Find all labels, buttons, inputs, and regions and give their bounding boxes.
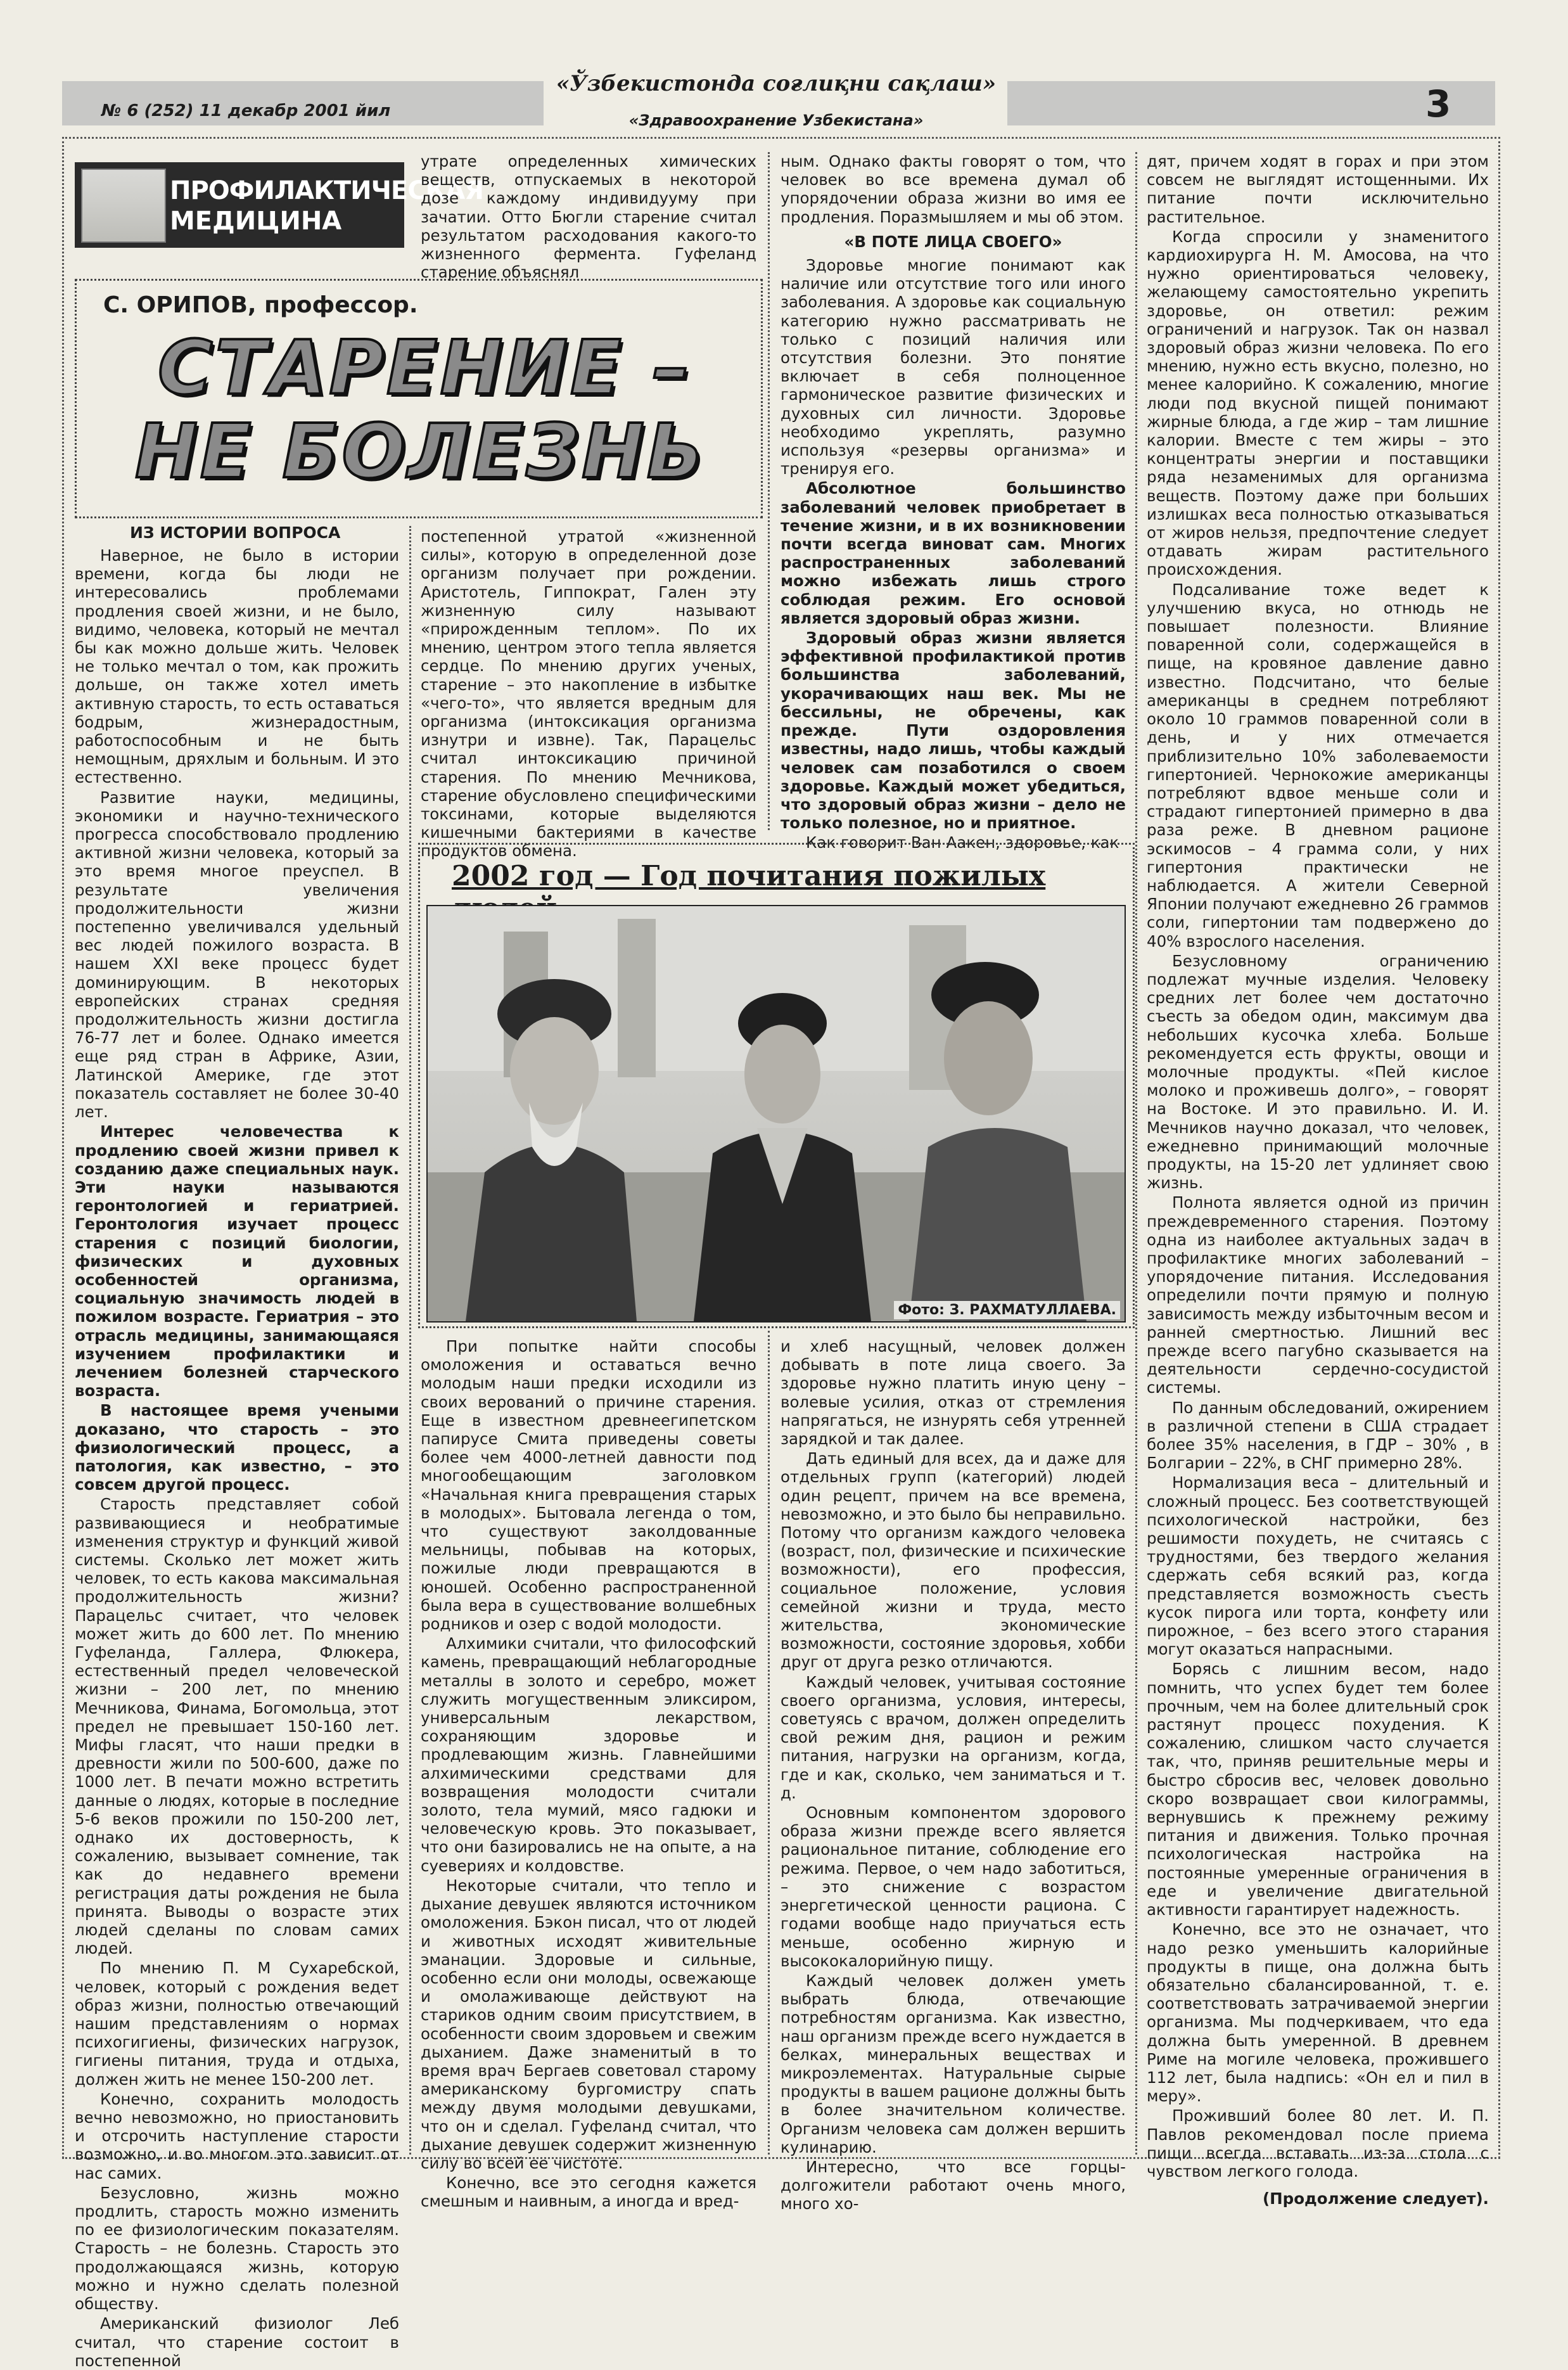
paragraph: По данным обследований, ожирением в различной степени в США страдает более 35% населения, в ГДР – 30% , в Болгарии – 22%, в СНГ примерно 28%. [1147, 1398, 1489, 1473]
section-heading: ИЗ ИСТОРИИ ВОПРОСА [130, 523, 341, 542]
title-line2: НЕ БОЛЕЗНЬ [135, 407, 706, 495]
frame-left [62, 137, 64, 2158]
elders-photo-image [428, 906, 1125, 1321]
newspaper-title: «Ўзбекистонда соғлиқни сақлаш» [556, 71, 997, 96]
rubric-line2: МЕДИЦИНА [170, 207, 342, 236]
col-sep-3 [1135, 152, 1137, 2155]
paragraph: Безусловно, жизнь можно продлить, старость можно изменить по ее физиологическим показателям. Старость – не болезнь. Старость это продолжающаяся жизнь, которую можно и нужно сделать полезной обществу. [75, 2183, 399, 2314]
title-block [75, 279, 763, 518]
col-sep-1 [409, 526, 411, 2155]
elders-photo [426, 905, 1126, 1323]
rubric-box [75, 162, 484, 248]
paragraph: Конечно, все это не означает, что надо резко уменьшить калорийные продукты в пище, она должна быть обязательно сбалансированной, т. е. соответствовать затрачиваемой энергии организма. Мы подчеркиваем, что еда должна быть умеренной. В древнем Риме на могиле человека, прожившего 112 лет, была надпись: «Он ел и пил в меру». [1147, 1920, 1489, 2106]
paragraph: Когда спросили у знаменитого кардиохирурга Н. М. Амосова, на что нужно ориентироваться человеку, желающему самостоятельно укрепить здоровье, он ответил: режим ограничений и нагрузок. Так он назвал здоровый образ жизни человека. По его мнению, нужно есть вкусно, полезно, но менее калорийно. К сожалению, многие люди под вкусной пищей понимают жирные блюда, а где жир – там лишние калории. Вместе с тем жиры – это концентраты энергии и поставщики ряда незаменимых для организма веществ. Поэтому даже при больших излишках веса полностью отказываться от жиров нельзя, предпочтение следует отдавать жирам растительного происхождения. [1147, 227, 1489, 579]
paragraph: Американский физиолог Леб считал, что старение состоит в постепенной [75, 2314, 399, 2370]
page-number: 3 [1425, 82, 1451, 125]
frame-top [62, 137, 1500, 139]
paragraph: Интересно, что все горцы-долгожители работают очень много, много хо- [781, 2157, 1126, 2213]
newspaper-subtitle: «Здравоохранение Узбекистана» [628, 112, 924, 129]
paragraph: Дать единый для всех, да и даже для отдельных групп (категорий) людей один рецепт, причем на все времена, невозможно, и это было бы неправильно. Потому что организм каждого человека (возраст, пол, физические и психические возможности), его профессия, социальное положение, условия семейной жизни и труда, место жительства, экономические возможности, состояние здоровья, хобби друг от друга резко отличаются. [781, 1449, 1126, 1672]
paragraph: В настоящее время учеными доказано, что старость – это физиологический процесс, а патология, как известно, – это совсем другой процесс. [75, 1401, 399, 1494]
issue-info: № 6 (252) 11 декабр 2001 йил [101, 101, 391, 120]
paragraph: Нормализация веса – длительный и сложный процесс. Без соответствующей психологической настройки, без решимости похудеть, не считаясь с трудностями, без твердого желания сдержать себя всякий раз, когда представляется возможность съесть кусок пирога или торта, конфету или пирожное, – без всего этого старания могут оказаться напрасными. [1147, 1473, 1489, 1659]
paragraph: Проживший более 80 лет. И. П. Павлов рекомендовал после приема пищи всегда вставать из-за стола с чувством легкого голода. [1147, 2106, 1489, 2181]
article-author: С. ОРИПОВ, профессор. [103, 292, 418, 318]
title-line1: СТАРЕНИЕ – [158, 324, 692, 411]
photo-credit: Фото: З. РАХМАТУЛЛАЕВА. [894, 1301, 1120, 1319]
paragraph: Здоровый образ жизни является эффективной профилактикой против большинства заболеваний, укорачивающих наш век. Мы не бессильны, не обречены, как прежде. Пути оздоровления известны, надо лишь, чтобы каждый человек сам позаботился о своем здоровье. Каждый может убедиться, что здоровый образ жизни – дело не только полезное, но и приятное. [781, 629, 1126, 833]
paragraph: постепенной утратой «жизненной силы», которую в определенной дозе организм получает при рождении. Аристотель, Гиппократ, Гален эту жизненную силу называют «прирожденным теплом». По их мнению, центром этого тепла является сердце. По мнению других ученых, старение – это накопление в избытке «чего-то», что является вредным для организма (интоксикация организма изнутри и извне). Так, Парацельс считал интоксикацию причиной старения. По мнению Мечникова, старение обусловлено специфическими токсинами, которые выделяются кишечными бактериями в качестве продуктов обмена. [421, 527, 756, 861]
paragraph: Как говорит Ван Аакен, здоровье, как [806, 833, 1119, 852]
paragraph: Развитие науки, медицины, экономики и научно-технического прогресса способствовало продлению активной жизни человека, который за это время многое преуспел. В результате увеличения продолжительности жизни постепенно увеличивался удельный вес людей пожилого возраста. В нашем XXI веке процесс будет доминирующим. В некоторых европейских странах средняя продолжительность жизни достигла 76-77 лет и более. Однако имеется еще ряд стран в Африке, Азии, Латинской Америке, где этот показатель составляет не более 30-40 лет. [75, 788, 399, 1122]
paragraph: Каждый человек должен уметь выбрать блюда, отвечающие потребностям организма. Как известно, наш организм прежде всего нуждается в белках, минеральных веществах и микроэлементах. Натуральные сырые продукты в вашем рационе должны быть в более значительном количестве. Организм человека сам должен вершить кулинарию. [781, 1971, 1126, 2156]
paragraph: Наверное, не было в истории времени, когда бы люди не интересовались проблемами продления своей жизни, и не было, видимо, человека, который не мечтал бы как можно дольше жить. Человек не только мечтал о том, как прожить дольше, он также хотел иметь активную старость, то есть оставаться бодрым, жизнерадостным, работоспособным и не быть немощным, дряхлым и больным. И это естественно. [75, 546, 399, 787]
paragraph: и хлеб насущный, человек должен добывать в поте лица своего. За здоровье нужно платить иную цену – волевые усилия, отказ от стремления напрягаться, не изнурять себя утренней зарядкой и так далее. [781, 1337, 1126, 1449]
paragraph: Подсаливание тоже ведет к улучшению вкуса, но отнюдь не повышает полезности. Влияние поваренной соли, содержащейся в пище, на кровяное давление давно известно. Подсчитано, что белые американцы в среднем потребляют около 10 граммов поваренной соли в день, и у них отмечается приблизительно 10% заболеваемости гипертонией. Чернокожие американцы потребляют вдвое меньше соли и страдают гипертонией примерно в два раза реже. В дневном рационе эскимосов – 4 грамма соли, у них гипертония практически не наблюдается. А жители Северной Японии получают ежедневно 26 граммов соли, гипертонии там подвержено до 40% взрослого населения. [1147, 580, 1489, 951]
rubric-line1: ПРОФИЛАКТИЧЕСКАЯ [170, 176, 484, 205]
subheading: «В ПОТЕ ЛИЦА СВОЕГО» [844, 232, 1062, 251]
column-1 [75, 546, 399, 2370]
paragraph: Полнота является одной из причин преждевременного старения. Поэтому одна из наиболее актуальных задач в профилактике многих заболеваний – упорядочение питания. Исследования определили почти прямую и полную зависимость между избыточным весом и ранней смертностью. Лишний вес прежде всего пагубно сказывается на деятельности сердечно-сосудистой системы. [1147, 1193, 1489, 1397]
paragraph: Борясь с лишним весом, надо помнить, что успех будет тем более прочным, чем на более длительный срок растянут процесс похудения. К сожалению, слишком часто случается так, что, приняв решительные меры и быстро сбросив вес, человек довольно скоро возвращает свои килограммы, вернувшись к прежнему режиму питания и движения. Только прочная психологическая настройка на постоянные умеренные ограничения в еде и увеличение двигательной активности гарантирует надежность. [1147, 1660, 1489, 1919]
column-2-upper [421, 527, 756, 861]
paragraph: Абсолютное большинство заболеваний человек приобретает в течение жизни, и в их возникновении почти всегда виноват сам. Многих распространенных заболеваний можно избежать лишь строго соблюдая режим. Его основой является здоровый образ жизни. [781, 479, 1126, 627]
continued-note: (Продолжение следует). [1262, 2189, 1489, 2208]
paragraph: При попытке найти способы омоложения и оставаться вечно молодым наши предки исходили из своих верований о причине старения. Еще в известном древнеегипетском папирусе Смита приведены советы более чем 4000-летней давности под многообещающим заголовком «Начальная книга превращения старых в молодых». Бытовала легенда о том, что существуют заколдованные мельницы, побывав на которых, пожилые люди превращаются в юношей. Особенно распространенной была вера в существование волшебных родников и озер с водой молодости. [421, 1337, 756, 1634]
paragraph: Алхимики считали, что философский камень, превращающий неблагородные металлы в золото и серебро, может служить могущественным эликсиром, универсальным лекарством, сохраняющим здоровье и продлевающим жизнь. Главнейшими алхимическими средствами для возвращения молодости считали золото, тела мумий, мясо гадюки и человеческую кровь. Это показывает, что они базировались не на опыте, а на суевериях и колдовстве. [421, 1634, 756, 1875]
paragraph: Основным компонентом здорового образа жизни прежде всего является рациональное питание, соблюдение его режима. Первое, о чем надо заботиться, – это снижение с возрастом энергетической ценности рациона. С годами вообще надо приучаться есть меньше, особенно жирную и высококалорийную пищу. [781, 1803, 1126, 1970]
column-3-upper [781, 152, 1126, 852]
paragraph: Конечно, сохранить молодость вечно невозможно, но приостановить и отсрочить наступление старости возможно, и во многом это зависит от нас самих. [75, 2089, 399, 2182]
col-sep-2a [768, 152, 770, 830]
paragraph: Безусловному ограничению подлежат мучные изделия. Человеку средних лет более чем достаточно съесть за обедом один, максимум два небольших кусочка хлеба. Больше рекомендуется есть фрукты, овощи и молочные продукты. «Пей кислое молоко и проживешь долго», – говорят на Востоке. И это правильно. И. И. Мечников научно доказал, что человек, ежедневно принимающий молочные продукты, на 15-20 лет удлиняет свою жизнь. [1147, 951, 1489, 1193]
column-3-lower [781, 1337, 1126, 2213]
paragraph: Здоровье многие понимают как наличие или отсутствие того или иного заболевания. А здоровье как социальную категорию нужно рассматривать не только с позиций наличия или отсутствия болезни. Это понятие включает в себя полноценное гармоническое развитие физических и духовных сил личности. Здоровье необходимо укреплять, разумно используя «резервы организма» и тренируя его. [781, 256, 1126, 478]
paragraph: Конечно, все это сегодня кажется смешным и наивным, а иногда и вред- [421, 2174, 756, 2211]
header-bar-right [1007, 81, 1495, 125]
column-2-lower [421, 1337, 756, 2211]
rubric-photo [81, 169, 166, 243]
paragraph: дят, причем ходят в горах и при этом совсем не выглядят истощенными. Их питание почти исключительно растительное. [1147, 152, 1489, 226]
paragraph: Некоторые считали, что тепло и дыхание девушек являются источником омоложения. Бэкон писал, что от людей и животных исходят живительные эманации. Здоровые и сильные, особенно если они молоды, освежающе и омолаживающе действуют на стариков одним своим присутствием, в особенности своим здоровьем и свежим дыханием. Даже знаменитый в то время врач Бергаев советовал старому американскому бургомистру спать между двумя молодыми девушками, что он и сделал. Гуфеланд считал, что дыхание девушек содержит жизненную силу во всей ее чистоте. [421, 1876, 756, 2172]
frame-right [1498, 137, 1500, 2158]
column-4 [1147, 152, 1489, 2208]
paragraph: утрате определенных химических веществ, отпускаемых в некоторой дозе каждому индивидууму при зачатии. Отто Бюгли старение считал результатом расходования какого-то жизненного фермента. Гуфеланд старение объяснял [421, 152, 756, 282]
paragraph: Каждый человек, учитывая состояние своего организма, условия, интересы, советуясь с врачом, должен определить свой режим дня, рацион и режим питания, нагрузки на организм, когда, где и как, сколько, чем заниматься и т. д. [781, 1672, 1126, 1802]
col-sep-2b [768, 1331, 770, 2155]
col2-top [421, 152, 756, 282]
paragraph: Интерес человечества к продлению своей жизни привел к созданию даже специальных наук. Эти науки называются геронтологией и гериатрией. Геронтология изучает процесс старения с позиций биологии, физических и духовных особенностей организма, социальную значимость людей в пожилом возрасте. Гериатрия – это отрасль медицины, занимающаяся изучением профилактики и лечением болезней старческого возраста. [75, 1122, 399, 1400]
paragraph: По мнению П. М Сухаребской, человек, который с рождения ведет образ жизни, полностью отвечающий нашим представлениям о нормах психогигиены, физических нагрузок, гигиены питания, труда и отдыха, должен жить не менее 150-200 лет. [75, 1959, 399, 2089]
paragraph: ным. Однако факты говорят о том, что человек во все времена думал об упорядочении образа жизни во имя ее продления. Поразмышляем и мы об этом. [781, 152, 1126, 226]
photo-banner [418, 843, 1135, 1328]
banner-title: 2002 год — Год почитания пожилых [452, 860, 1046, 892]
paragraph: Старость представляет собой развивающиеся и необратимые изменения структур и функций живой системы. Сколько лет может жить человек, то есть какова максимальная продолжительность жизни? Парацельс считает, что человек может жить до 600 лет. По мнению Гуфеланда, Галлера, Флюкера, естественный предел человеческой жизни – 200 лет, по мнению Мечникова, Финама, Богомольца, этот предел не превышает 150-160 лет. Мифы гласят, что наши предки в древности жили по 500-600, даже по 1000 лет. В печати можно встретить данные о людях, которые в последние 5-6 веков прожили по 150-200 лет, однако их достоверность, к сожалению, вызывает сомнение, так как до недавнего времени регистрация даты рождения не была принята. Выводы о возрасте этих людей сделаны по словам самих людей. [75, 1495, 399, 1958]
